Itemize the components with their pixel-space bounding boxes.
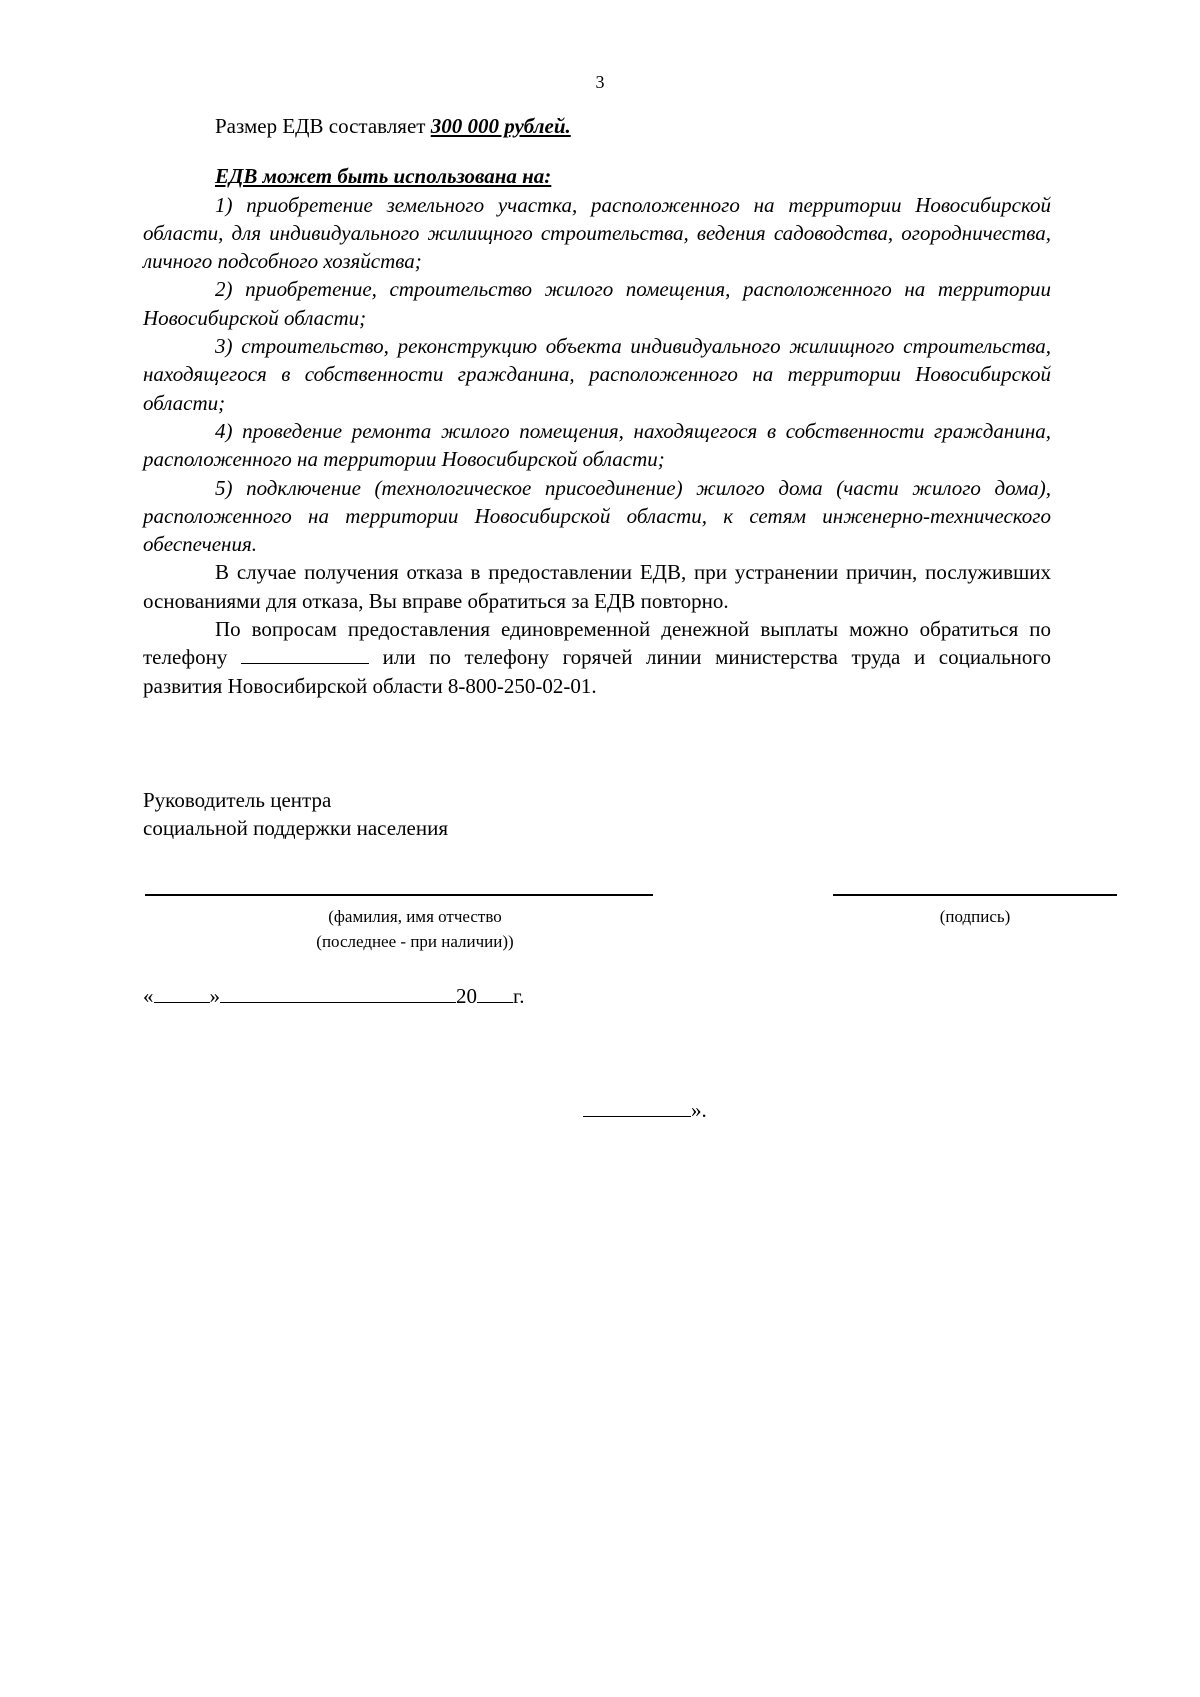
- refusal-paragraph: В случае получения отказа в предоставлении ЕДВ, при устранении причин, послуживших основаниями для отказа, Вы вправе обратиться за ЕДВ повторно.: [143, 560, 1051, 613]
- year-prefix: 20: [456, 984, 477, 1008]
- name-caption-line2: (последнее - при наличии)): [316, 932, 514, 951]
- sign-caption: (подпись): [939, 907, 1011, 926]
- year-blank: [477, 982, 513, 1003]
- month-blank: [220, 982, 456, 1003]
- amount-paragraph: [143, 112, 1051, 140]
- signatory-title-line2: социальной поддержки населения: [143, 816, 449, 841]
- trailing-blank: [583, 1096, 691, 1117]
- uses-heading-paragraph: [143, 162, 1051, 190]
- use-item-4: 4) проведение ремонта жилого помещения, находящегося в собственности гражданина, расположенного на территории Новосибирской области;: [143, 418, 1051, 472]
- trailing-fragment: [583, 1096, 707, 1123]
- name-caption-line1: (фамилия, имя отчество: [328, 907, 502, 926]
- name-signature-line: [145, 894, 653, 896]
- amount-prefix: Размер ЕДВ составляет: [215, 114, 431, 138]
- name-caption: [145, 904, 685, 954]
- use-item-1: 1) приобретение земельного участка, расположенного на территории Новосибирской области, для индивидуального жилищного строительства, ведения садоводства, огородничества, личного подсобного хозяйства;: [143, 192, 1051, 274]
- trailing-text: ».: [691, 1098, 707, 1122]
- date-close-quote: »: [209, 984, 220, 1008]
- year-suffix: г.: [513, 984, 525, 1008]
- use-item-3: 3) строительство, реконструкцию объекта индивидуального жилищного строительства, находящегося в собственности гражданина, расположенного на территории Новосибирской области;: [143, 334, 1051, 415]
- amount-value: 300 000 рублей.: [430, 114, 571, 138]
- day-blank: [154, 982, 210, 1003]
- page-number: 3: [595, 72, 605, 92]
- sign-line: [833, 894, 1117, 896]
- signatory-title-line1: Руководитель центра: [143, 788, 332, 812]
- contacts-part2: или по телефону горячей линии министерства труда и социального развития Новосибирской области 8-800-250-02-01.: [143, 645, 1051, 698]
- uses-heading: ЕДВ может быть использована на:: [215, 164, 552, 189]
- contacts-part1: По вопросам предоставления единовременной денежной выплаты можно обратиться по телефону: [143, 617, 1051, 670]
- date-open-quote: «: [143, 984, 154, 1008]
- date-line: [143, 982, 525, 1009]
- use-item-5: 5) подключение (технологическое присоединение) жилого дома (части жилого дома), расположенного на территории Новосибирской области, к сетям инженерно-технического обеспечения.: [143, 475, 1051, 557]
- contacts-paragraph: [143, 615, 1051, 700]
- phone-blank-line: [241, 643, 369, 664]
- use-item-2: 2) приобретение, строительство жилого помещения, расположенного на территории Новосибирской области;: [143, 277, 1051, 330]
- document-body: [143, 112, 1051, 700]
- signatory-title: [143, 786, 448, 843]
